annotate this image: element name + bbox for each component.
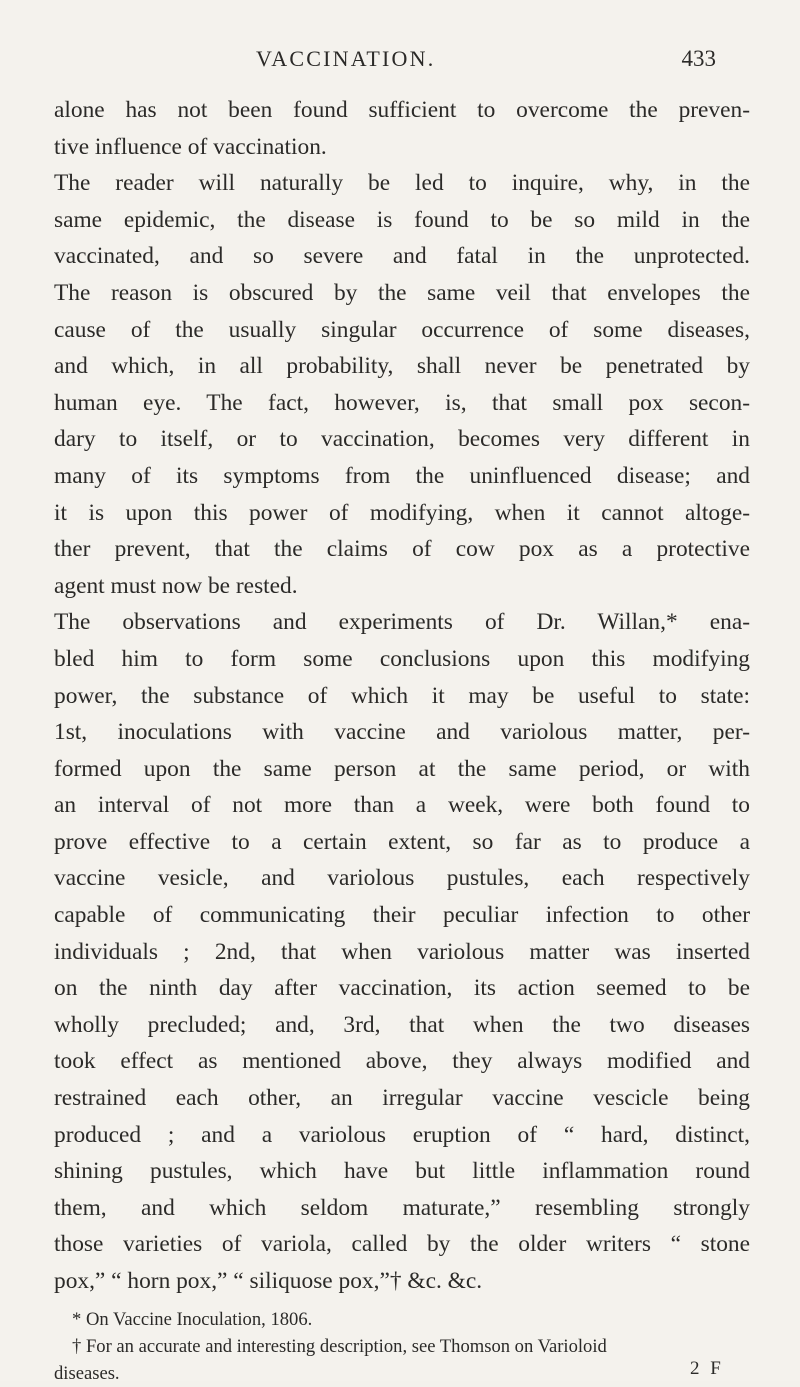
text-line: The reader will naturally be led to inquire, why, in the [54,170,750,197]
page-number: 433 [681,46,716,71]
text-line: and which, in all probability, shall never be penetrated by [54,353,750,380]
text-line: agent must now be rested. [54,572,298,599]
footnote-1: * On Vaccine Inoculation, 1806. [72,1309,313,1330]
text-line: vaccine vesicle, and variolous pustules, each respectively [54,865,750,892]
text-line: those varieties of variola, called by the older writers “ stone [54,1231,750,1258]
text-line: wholly precluded; and, 3rd, that when the two diseases [54,1011,750,1038]
text-line: restrained each other, an irregular vaccine vescicle being [54,1085,750,1112]
text-line: cause of the usually singular occurrence of some diseases, [54,316,750,343]
text-line: many of its symptoms from the uninfluenced disease; and [54,462,750,489]
text-line: tive influence of vaccination. [54,133,327,160]
text-line: same epidemic, the disease is found to be so mild in the [54,206,750,233]
text-line: ther prevent, that the claims of cow pox as a protective [54,536,750,563]
text-line: The observations and experiments of Dr. Willan,* ena- [54,609,750,636]
text-line: The reason is obscured by the same veil that envelopes the [54,279,750,306]
text-line: took effect as mentioned above, they always modified and [54,1048,750,1075]
text-line: shining pustules, which have but little inflammation round [54,1158,750,1185]
text-line: 1st, inoculations with vaccine and variolous matter, per- [54,719,750,746]
text-line: formed upon the same person at the same period, or with [54,755,750,782]
text-line: prove effective to a certain extent, so far as to produce a [54,828,750,855]
text-line: capable of communicating their peculiar infection to other [54,902,750,929]
text-line: power, the substance of which it may be useful to state: [54,682,750,709]
text-line: human eye. The fact, however, is, that small pox secon- [54,389,750,416]
text-line: produced ; and a variolous eruption of “ hard, distinct, [54,1121,750,1148]
text-line: dary to itself, or to vaccination, becomes very different in [54,426,750,453]
footnote-2: † For an accurate and interesting description, see Thomson on Varioloid [72,1336,607,1357]
text-line: them, and which seldom maturate,” resembling strongly [54,1194,750,1221]
running-head [0,46,800,86]
text-line: bled him to form some conclusions upon this modifying [54,645,750,672]
text-line: pox,” “ horn pox,” “ siliquose pox,”† &c. &c. [54,1268,483,1294]
text-line: it is upon this power of modifying, when it cannot altoge- [54,499,750,526]
body-text [54,92,750,1300]
text-line: an interval of not more than a week, were both found to [54,792,750,819]
footnote-2-continued: diseases. [54,1363,120,1384]
signature-mark: 2 F [690,1358,724,1379]
text-line: individuals ; 2nd, that when variolous matter was inserted [54,938,750,965]
running-head-title: VACCINATION. [256,46,436,71]
text-line: vaccinated, and so severe and fatal in the unprotected. [54,243,750,270]
text-line: on the ninth day after vaccination, its action seemed to be [54,975,750,1002]
text-line: alone has not been found sufficient to overcome the preven- [54,97,750,123]
